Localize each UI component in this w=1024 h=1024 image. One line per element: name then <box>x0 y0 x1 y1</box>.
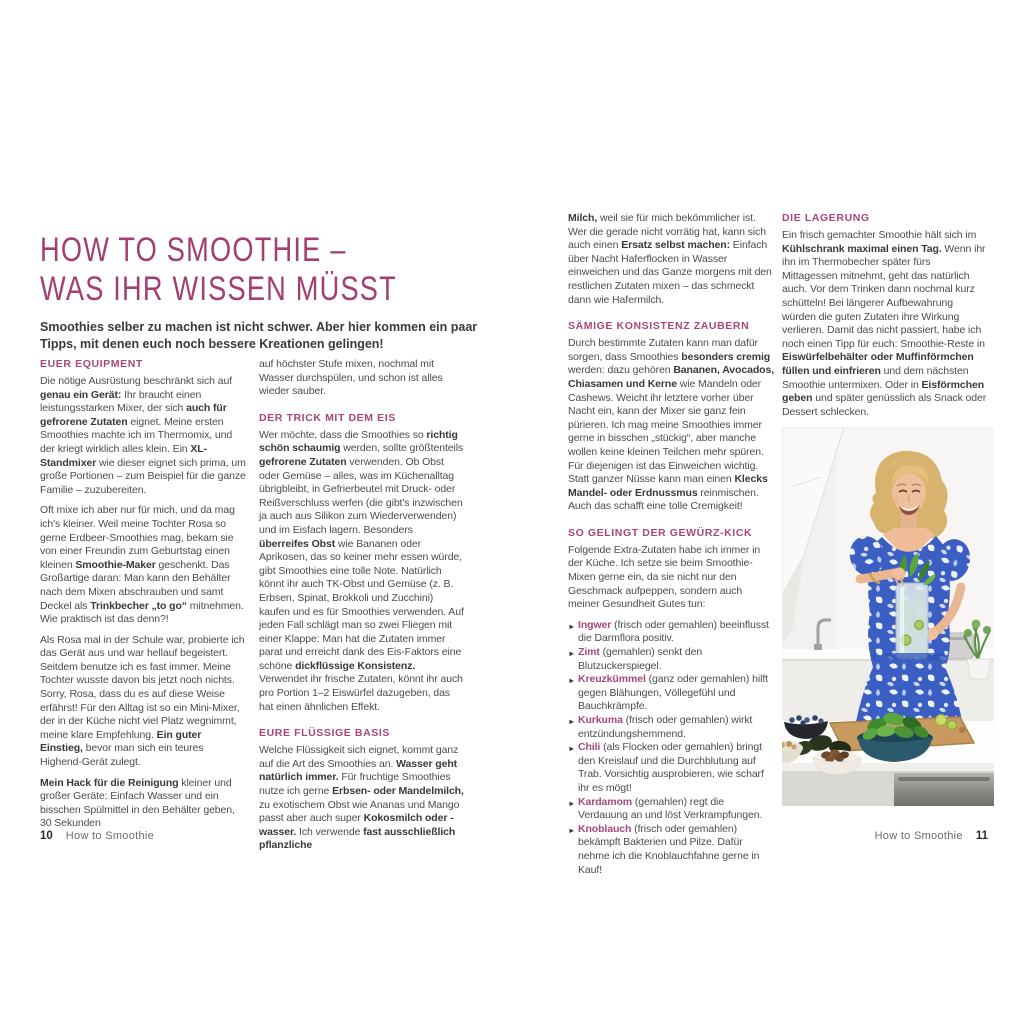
spice-list-item-kurkuma: ► Kurkuma (frisch oder gemahlen) wirkt entzündungshemmend. <box>568 714 753 740</box>
triangle-bullet-icon: ► <box>568 676 576 686</box>
text-column-3 <box>568 212 774 877</box>
spice-list-item-zimt: ► Zimt (gemahlen) senkt den Blutzuckerspiegel. <box>568 646 703 672</box>
triangle-bullet-icon: ► <box>568 717 576 726</box>
right-page-footer <box>875 830 988 842</box>
paragraph: Ein frisch gemachter Smoothie hält sich im Kühlschrank maximal einen Tag. Wenn ihr ihn im Thermobecher später fürs Mittagessen mitnehmt, geht das natürlich auch. Vor dem Trinken dann nochmal kurz schütteln! Bei längerer Aufbewahrung würden die guten Zutaten ihre Wirkung verlieren. Damit das nicht passiert, habe ich noch einen Tipp für euch: Smoothie-Reste in Eiswürfelbehälter oder Muffinförmchen füllen und einfrieren und dem nächsten Smoothie untermixen. Oder in Eisförmchen geben und später genüsslich als Snack oder Dessert schlecken. <box>782 229 987 418</box>
text-column-4 <box>782 212 988 419</box>
spice-list-item-ingwer: ► Ingwer (frisch oder gemahlen) beeinflusst die Darmflora positiv. <box>568 618 769 645</box>
section-heading-konsistenz: SÄMIGE KONSISTENZ ZAUBERN <box>568 320 750 333</box>
spice-list-item-kreuzkuemmel: ► Kreuzkümmel (ganz oder gemahlen) hilft gegen Blähungen, Völlegefühl und Bauchkrämpfe. <box>568 673 768 713</box>
running-title-right: How to Smoothie <box>874 830 963 842</box>
kitchen-photo <box>782 427 994 806</box>
spice-list-item-chili: ► Chili (als Flocken oder gemahlen) bringt den Kreislauf und die Durchblutung auf Trab. Vorsichtig ausprobieren, wie scharf ihr es mögt! <box>568 741 764 794</box>
section-heading-lagerung: DIE LAGERUNG <box>782 212 870 224</box>
triangle-bullet-icon: ► <box>568 649 576 659</box>
text-column-1 <box>40 358 246 831</box>
page-number-right: 11 <box>975 830 988 842</box>
running-title-left: How to Smoothie <box>65 830 155 842</box>
paragraph: Welche Flüssigkeit sich eignet, kommt ganz auf die Art des Smoothies an. Wasser geht natürlich immer. Für fruchtige Smoothies nutze ich gerne Erbsen- oder Mandelmilch, zu exotischem Obst wie Ananas und Mango passt aber auch super Kokosmilch oder -wasser. Ich verwende fast ausschließlich pflanzliche <box>259 744 464 852</box>
photo-arm-left <box>860 573 894 579</box>
paragraph: Als Rosa mal in der Schule war, probierte ich das Gerät aus und war hellauf begeistert. Seitdem benutze ich es fast immer. Meine Tochter wusste davon bis jetzt noch nichts. Sorry, Rosa, dass du es auf diese Weise erfährst! Für den Alltag ist so ein Mini-Mixer, der in der Küche nicht viel Platz wegnimmt, meine klare Empfehlung. Ein guter Einstieg, bevor man sich ein teures Highend-Gerät zulegt. <box>40 633 245 769</box>
spice-list-item-knoblauch: ► Knoblauch (frisch oder gemahlen) bekämpft Bakterien und Pilze. Dafür nehme ich die Knoblauchfahne gerne in Kauf! <box>568 822 760 876</box>
left-page-footer <box>40 830 154 842</box>
section-heading-equipment: EUER EQUIPMENT <box>40 358 143 370</box>
page-number-left: 10 <box>40 830 53 842</box>
spice-list-item-kardamom: ► Kardamom (gemahlen) regt die Verdauung an und löst Verkrampfungen. <box>568 795 763 822</box>
paragraph: Wer möchte, dass die Smoothies so richtig schön schaumig werden, sollte größtenteils gefrorene Zutaten verwenden. Ob Obst oder Gemüse – alles, was im Küchenalltag übrigbleibt, in Gefrierbeutel mit Druck- oder Reißverschluss werfen (die gibt's inzwischen ja auch aus Silikon zum Wiederverwenden) und im Eisfach lagern. Besonders überreifes Obst wie Bananen oder Aprikosen, das so keiner mehr essen würde, gibt Smoothies eine tolle Note. Natürlich könnt ihr auch TK-Obst und Gemüse (z. B. Erbsen, Spinat, Brokkoli und Zucchini) kaufen und es für Smoothies verwenden. Auf jeden Fall schlägt man so zwei Fliegen mit einer Klappe: Man hat die Zutaten immer parat und erreicht dank des Eis-Faktors eine schöne dickflüssige Konsistenz. Verwendet ihr frische Zutaten, könnt ihr auch pro Portion 1–2 Eiswürfel dazugeben, das hat einen ähnlichen Effekt. <box>259 428 464 713</box>
triangle-bullet-icon: ► <box>568 825 576 835</box>
intro-standfirst: Smoothies selber zu machen ist nicht schwer. Aber hier kommen ein paar Tipps, mit denen euch noch bessere Kreationen gelingen! <box>40 319 478 351</box>
paragraph: auf höchster Stufe mixen, nochmal mit Wasser durchspülen, und schon ist alles wieder sauber. <box>259 358 443 398</box>
triangle-bullet-icon: ► <box>568 744 576 754</box>
page-title <box>40 231 397 309</box>
section-heading-basis: EURE FLÜSSIGE BASIS <box>259 727 391 740</box>
paragraph: Folgende Extra-Zutaten habe ich immer in der Küche. Ich setze sie beim Smoothie-Mixen gerne ein, da sie nicht nur den Geschmack aufpeppen, sondern auch meiner Gesundheit Gutes tun: <box>568 543 761 611</box>
paragraph: Durch bestimmte Zutaten kann man dafür sorgen, dass Smoothies besonders cremig werden: dazu gehören Bananen, Avocados, Chiasamen und Kerne wie Mandeln oder Cashews. Weicht ihr letztere vorher über Nacht ein, kann der Mixer sie ganz fein pürieren. Ich mag meine Smoothies immer gerne in bisschen „stückig“, aber manche wollen keine kleinen Teilchen mehr spüren. Für diejenigen ist das Einweichen wichtig. Statt ganzer Nüsse kann man einen Klecks Mandel- oder Erdnussmus reinmischen. Auch das schafft eine tolle Cremigkeit! <box>568 337 775 513</box>
triangle-bullet-icon: ► <box>568 621 576 631</box>
section-heading-eis: DER TRICK MIT DEM EIS <box>259 411 396 424</box>
photo-lime <box>936 715 947 726</box>
paragraph: Oft mixe ich aber nur für mich, und da mag ich's kleiner. Weil meine Tochter Rosa so gerne Erdbeer-Smoothies mag, bekam sie von einer Freundin zum Geburtstag einen kleinen Smoothie-Maker geschenkt. Das Großartige daran: Man kann den Behälter nach dem Mixen abschrauben und samt Deckel als Trinkbecher „to go“ mitnehmen. Wie praktisch ist das denn?! <box>40 504 244 626</box>
photo-face <box>892 473 926 513</box>
text-column-2 <box>259 358 465 853</box>
paragraph: Mein Hack für die Reinigung kleiner und großer Geräte: Einfach Wasser und ein bisschen Spülmittel in den Behälter geben, 30 Sekunden <box>40 776 235 830</box>
page-title-line2: WAS IHR WISSEN MÜSST <box>40 269 397 308</box>
triangle-bullet-icon: ► <box>568 798 576 808</box>
section-heading-gewuerz: SO GELINGT DER GEWÜRZ-KICK <box>568 526 753 539</box>
page-title-line1: HOW TO SMOOTHIE – <box>40 230 347 269</box>
paragraph: Die nötige Ausrüstung beschränkt sich auf genau ein Gerät: Ihr braucht einen leistungsstarken Mixer, der sich auch für gefrorene Zutaten eignet. Meine ersten Smoothies machte ich im Thermomix, und der kriegt wirklich alles klein. Ein XL-Standmixer wie dieser eignet sich prima, um große Portionen – zum Beispiel für die ganze Familie – zuzubereiten. <box>40 375 246 496</box>
paragraph: Milch, weil sie für mich bekömmlicher ist. Wer die gerade nicht vorrätig hat, kann sich auch einen Ersatz selbst machen: Einfach über Nacht Haferflocken in Wasser einweichen und das Ganze morgens mit den restlichen Zutaten mixen – das schmeckt dann wie Hafermilch. <box>568 212 772 306</box>
